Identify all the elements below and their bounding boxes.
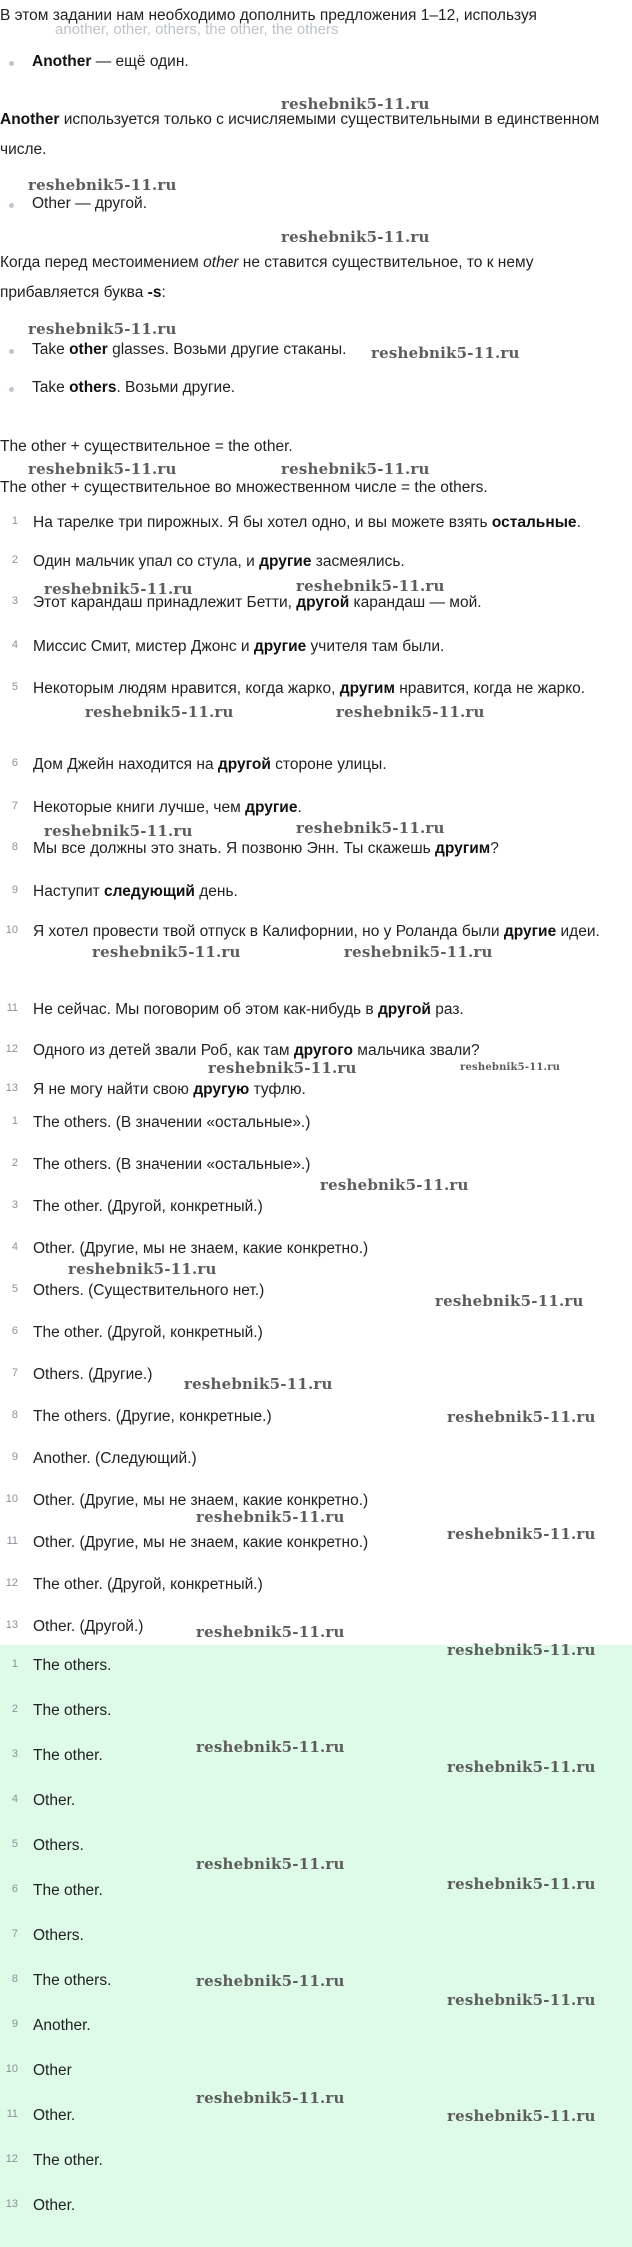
watermark: reshebnik5-11.ru: [344, 943, 493, 961]
list-item: 13 Я не могу найти свою другую туфлю.: [5, 1081, 306, 1098]
watermark: reshebnik5-11.ru: [371, 344, 520, 362]
list-item: 10 Other: [5, 2062, 72, 2079]
list-item: 11 Не сейчас. Мы поговорим об этом как-нибудь в другой раз.: [6, 1001, 464, 1018]
watermark: reshebnik5-11.ru: [447, 1758, 596, 1776]
list-item: 3 The other.: [11, 1747, 103, 1764]
list-item: 10 Other. (Другие, мы не знаем, какие конкретно.): [5, 1492, 369, 1509]
watermark: reshebnik5-11.ru: [447, 2107, 596, 2125]
list-item: 2 The others.: [11, 1702, 112, 1719]
watermark: reshebnik5-11.ru: [320, 1176, 469, 1194]
watermark: reshebnik5-11.ru: [28, 460, 177, 478]
list-item: 12 The other. (Другой, конкретный.): [5, 1576, 263, 1593]
list-item: 13 Other.: [5, 2197, 76, 2214]
list-item: 5 Others.: [11, 1837, 84, 1854]
watermark: reshebnik5-11.ru: [85, 703, 234, 721]
faded-text-line: another, other, others, the other, the others: [55, 21, 339, 38]
list-item: 5 Некоторым людям нравится, когда жарко, другим нравится, когда не жарко.: [11, 680, 586, 697]
watermark: reshebnik5-11.ru: [296, 577, 445, 595]
watermark: reshebnik5-11.ru: [44, 580, 193, 598]
watermark: reshebnik5-11.ru: [281, 95, 430, 113]
list-item: 12 The other.: [5, 2152, 103, 2169]
watermark: reshebnik5-11.ru: [196, 1508, 345, 1526]
watermark: reshebnik5-11.ru: [44, 822, 193, 840]
watermark: reshebnik5-11.ru: [28, 320, 177, 338]
another-note: Another используется только с исчисляемыми существительными в единственном числе.: [0, 111, 600, 158]
watermark: reshebnik5-11.ru: [92, 943, 241, 961]
watermark: reshebnik5-11.ru: [447, 1641, 596, 1659]
watermark: reshebnik5-11.ru: [460, 1062, 561, 1073]
list-item: 10 Я хотел провести твой отпуск в Калифорнии, но у Роланда были другие идеи.: [5, 923, 600, 940]
watermark: reshebnik5-11.ru: [447, 1991, 596, 2009]
list-item: 9 Наступит следующий день.: [11, 883, 238, 900]
watermark: reshebnik5-11.ru: [447, 1525, 596, 1543]
list-item: 1 The others. (В значении «остальные».): [11, 1114, 311, 1131]
list-item: 11 Other.: [6, 2107, 76, 2124]
list-item: 1 The others.: [11, 1657, 112, 1674]
another-term: Another: [32, 53, 92, 70]
list-item: 13 Other. (Другой.): [5, 1618, 144, 1635]
list-item: 9 Another.: [11, 2017, 91, 2034]
watermark: reshebnik5-11.ru: [447, 1408, 596, 1426]
watermark: reshebnik5-11.ru: [336, 703, 485, 721]
watermark: reshebnik5-11.ru: [296, 819, 445, 837]
list-item: 5 Others. (Существительного нет.): [11, 1282, 265, 1299]
rule-plural: The other + существительное во множественном числе = the others.: [0, 479, 488, 496]
list-item: 4 Other.: [11, 1792, 76, 1809]
list-item: 6 Дом Джейн находится на другой стороне улицы.: [11, 756, 387, 773]
list-item: 8 The others.: [11, 1972, 112, 1989]
list-item: 1 На тарелке три пирожных. Я бы хотел одно, и вы можете взять остальные.: [11, 514, 581, 531]
watermark: reshebnik5-11.ru: [68, 1260, 217, 1278]
list-item: 7 Некоторые книги лучше, чем другие.: [11, 799, 302, 816]
list-item: 7 Others.: [11, 1927, 84, 1944]
rule-single: The other + существительное = the other.: [0, 438, 293, 455]
list-item: 12 Одного из детей звали Роб, как там другого мальчика звали?: [5, 1042, 480, 1059]
list-item: 3 Этот карандаш принадлежит Бетти, другой карандаш — мой.: [11, 594, 482, 611]
intro-text: В этом задании нам необходимо дополнить предложения 1–12, используя: [0, 7, 537, 24]
watermark: reshebnik5-11.ru: [184, 1375, 333, 1393]
list-item: 4 Миссис Смит, мистер Джонс и другие учителя там были.: [11, 638, 445, 655]
list-item: 7 Others. (Другие.): [11, 1366, 153, 1383]
list-item: 3 The other. (Другой, конкретный.): [11, 1198, 263, 1215]
watermark: reshebnik5-11.ru: [435, 1292, 584, 1310]
watermark: reshebnik5-11.ru: [281, 228, 430, 246]
watermark: reshebnik5-11.ru: [208, 1059, 357, 1077]
watermark: reshebnik5-11.ru: [281, 460, 430, 478]
list-item: 2 The others. (В значении «остальные».): [11, 1156, 311, 1173]
watermark: reshebnik5-11.ru: [196, 1738, 345, 1756]
list-item: 6 The other. (Другой, конкретный.): [11, 1324, 263, 1341]
watermark: reshebnik5-11.ru: [196, 1972, 345, 1990]
watermark: reshebnik5-11.ru: [196, 1623, 345, 1641]
list-item: 6 The other.: [11, 1882, 103, 1899]
pronoun-note: Когда перед местоимением other не ставится существительное, то к нему прибавляется буква -s:: [0, 254, 534, 301]
watermark: reshebnik5-11.ru: [447, 1875, 596, 1893]
list-item: 4 Other. (Другие, мы не знаем, какие конкретно.): [11, 1240, 369, 1257]
list-item: 2 Один мальчик упал со стула, и другие засмеялись.: [11, 553, 405, 570]
list-item: 11 Other. (Другие, мы не знаем, какие конкретно.): [6, 1534, 369, 1551]
watermark: reshebnik5-11.ru: [28, 176, 177, 194]
list-item: 8 Мы все должны это знать. Я позвоню Энн. Ты скажешь другим?: [11, 840, 499, 857]
watermark: reshebnik5-11.ru: [196, 2089, 345, 2107]
list-item: 9 Another. (Следующий.): [11, 1450, 197, 1467]
watermark: reshebnik5-11.ru: [196, 1855, 345, 1873]
list-item: 8 The others. (Другие, конкретные.): [11, 1408, 272, 1425]
